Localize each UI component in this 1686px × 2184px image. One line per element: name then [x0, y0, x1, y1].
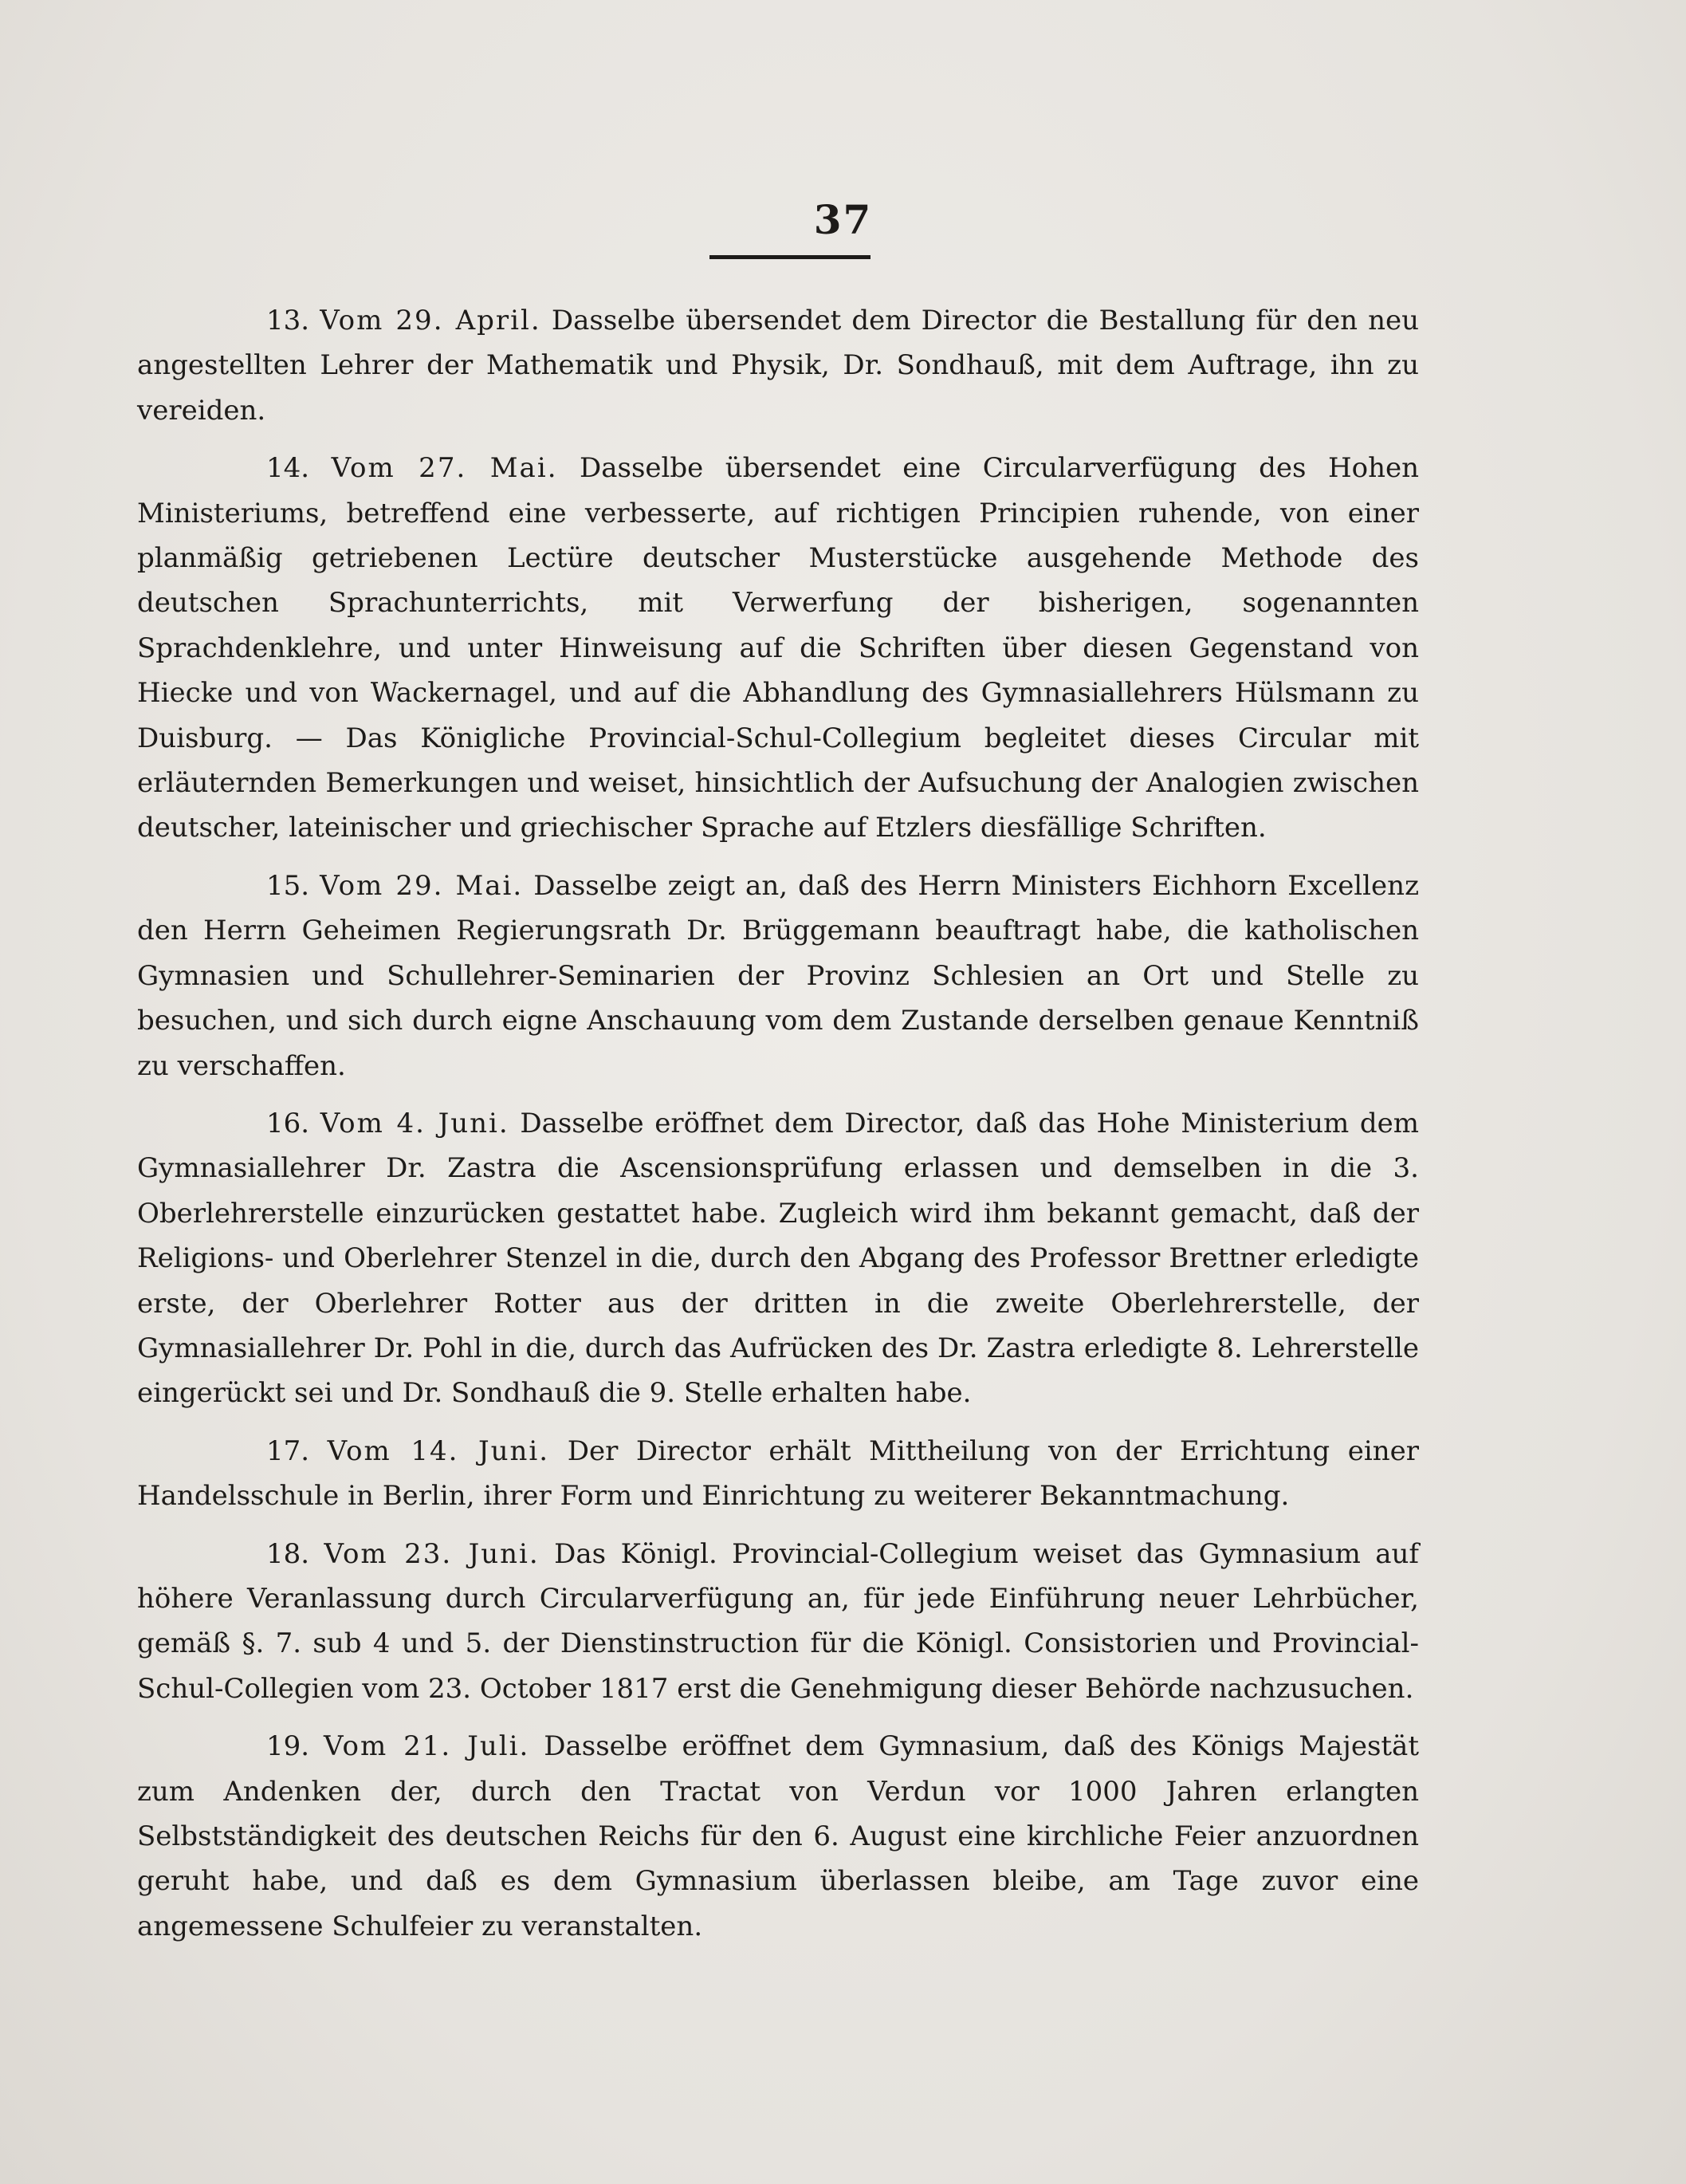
list-item — [137, 1101, 1419, 1416]
entry-number: 13. — [266, 305, 310, 336]
page-number-rule — [709, 255, 871, 259]
entry-text: Dasselbe eröffnet dem Gymnasium, daß des Königs Majestät zum Andenken der, durch den Tractat von Verdun vor 1000 Jahren erlangten Selbstständigkeit des deutschen Reichs für den 6. August eine kirchliche Feier anzuordnen geruht habe, und daß es dem Gymnasium überlassen bleibe, am Tage zuvor eine angemessene Schulfeier zu veranstalten. — [137, 1730, 1419, 1942]
entry-date: Vom 29. Mai. — [320, 869, 524, 902]
entry-number: 18. — [266, 1537, 310, 1570]
entry-number: 16. — [266, 1107, 310, 1139]
entry-text: Dasselbe übersendet eine Circularverfügung des Hohen Ministeriums, betreffend eine verbesserte, auf richtigen Principien ruhende, von einer planmäßig getriebenen Lectüre deutscher Musterstücke ausgehende Methode des deutschen Sprachunterrichts, mit Verwerfung der bisherigen, sogenannten Sprachdenklehre, und unter Hinweisung auf die Schriften über diesen Gegenstand von Hiecke und von Wackernagel, und auf die Abhandlung des Gymnasiallehrers Hülsmann zu Duisburg. — Das Königliche Provincial-Schul-Collegium begleitet dieses Circular mit erläuternden Bemerkungen und weiset, hinsichtlich der Aufsuchung der Analogien zwischen deutscher, lateinischer und griechischer Sprache auf Etzlers diesfällige Schriften. — [137, 452, 1419, 844]
entry-date: Vom 27. Mai. — [331, 452, 558, 485]
list-item — [137, 864, 1419, 1088]
body-text — [137, 298, 1419, 1949]
page-number: 37 — [813, 196, 873, 243]
entry-text: Der Director erhält Mittheilung von der Errichtung einer Handelsschule in Berlin, ihrer Form und Einrichtung zu weiterer Bekanntmachung. — [137, 1434, 1420, 1513]
list-item — [137, 446, 1419, 851]
entry-text: Dasselbe übersendet dem Director die Bestallung für den neu angestellten Lehrer der Mathematik und Physik, Dr. Sondhauß, mit dem Auftrage, ihn zu vereiden. — [137, 305, 1420, 427]
entry-number: 17. — [266, 1434, 310, 1467]
entry-number: 19. — [266, 1730, 310, 1763]
list-item — [137, 298, 1419, 433]
list-item — [137, 1724, 1419, 1949]
entry-text: Dasselbe zeigt an, daß des Herrn Ministers Eichhorn Excellenz den Herrn Geheimen Regierungsrath Dr. Brüggemann beauftragt habe, die katholischen Gymnasien und Schullehrer-Seminarien der Provinz Schlesien an Ort und Stelle zu besuchen, und sich durch eigne Anschauung vom dem Zustande derselben genaue Kenntniß zu verschaffen. — [137, 869, 1419, 1082]
entry-date: Vom 23. Juni. — [324, 1537, 540, 1570]
entry-date: Vom 29. April. — [320, 305, 541, 336]
entry-date: Vom 14. Juni. — [327, 1434, 550, 1467]
entry-number: 15. — [266, 869, 310, 902]
list-item — [137, 1532, 1419, 1712]
entry-number: 14. — [266, 452, 310, 485]
entry-date: Vom 4. Juni. — [320, 1107, 509, 1139]
entry-text: Das Königl. Provincial-Collegium weiset das Gymnasium auf höhere Veranlassung durch Circularverfügung an, für jede Einführung neuer Lehrbücher, gemäß §. 7. sub 4 und 5. der Dienstinstruction für die Königl. Consistorien und Provincial-Schul-Collegien vom 23. October 1817 erst die Genehmigung dieser Behörde nachzusuchen. — [137, 1537, 1419, 1705]
list-item — [137, 1429, 1419, 1519]
entry-text: Dasselbe eröffnet dem Director, daß das Hohe Ministerium dem Gymnasiallehrer Dr. Zastra die Ascensionsprüfung erlassen und demselben in die 3. Oberlehrerstelle einzurücken gestattet habe. Zugleich wird ihm bekannt gemacht, daß der Religions- und Oberlehrer Stenzel in die, durch den Abgang des Professor Brettner erledigte erste, der Oberlehrer Rotter aus der dritten in die zweite Oberlehrerstelle, der Gymnasiallehrer Dr. Pohl in die, durch das Aufrücken des Dr. Zastra erledigte 8. Lehrerstelle eingerückt sei und Dr. Sondhauß die 9. Stelle erhalten habe. — [137, 1107, 1419, 1410]
entry-date: Vom 21. Juli. — [324, 1730, 530, 1763]
